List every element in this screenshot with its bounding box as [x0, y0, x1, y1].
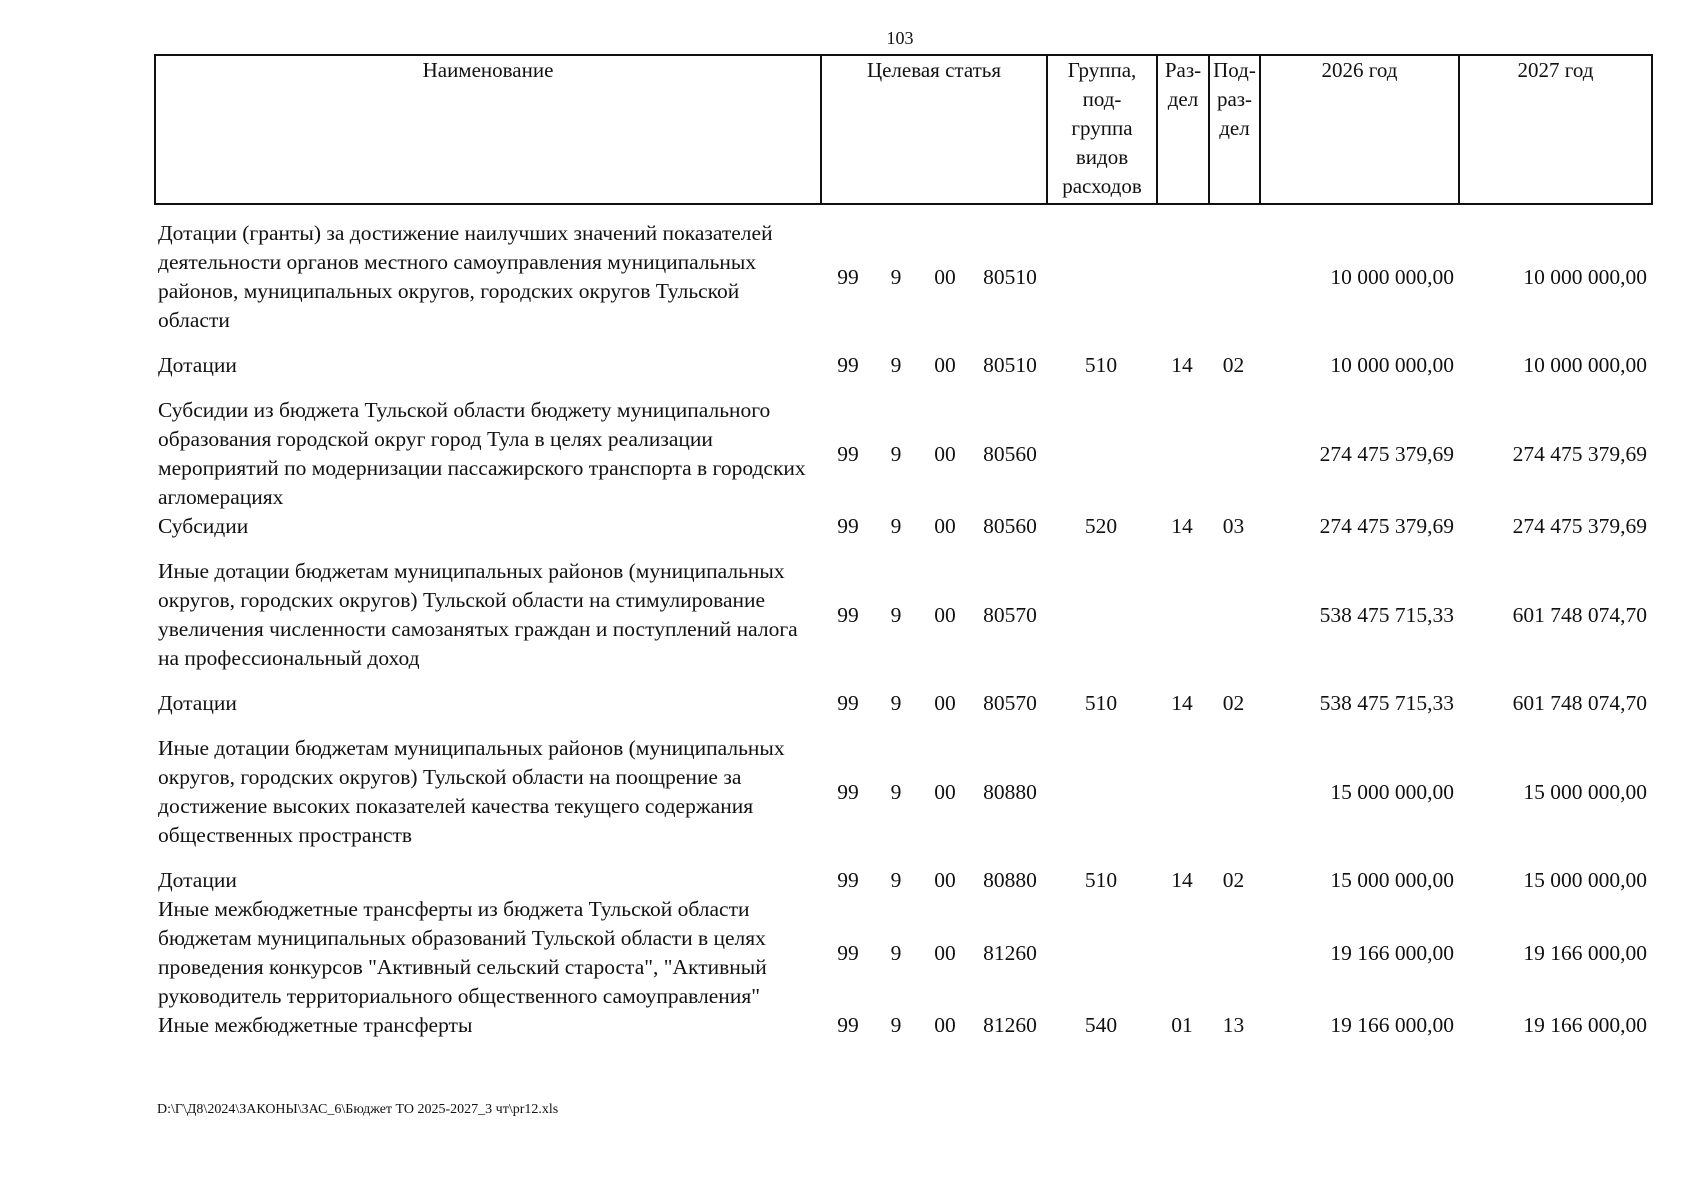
header-subsection: Под- раз- дел [1209, 55, 1260, 204]
subsection [1208, 895, 1259, 1011]
table-row [154, 689, 1651, 718]
target-code-item: 81260 [983, 1013, 1037, 1037]
row-spacer [154, 718, 1651, 734]
amount-2026: 15 000 000,00 [1330, 779, 1454, 804]
target-code-item: 80510 [983, 264, 1037, 289]
table-row [154, 866, 1651, 895]
amount-2027: 10 000 000,00 [1523, 353, 1647, 377]
amount-2026: 19 166 000,00 [1330, 940, 1454, 965]
table-row [154, 895, 1651, 1011]
target-code-program: 99 [837, 441, 859, 466]
row-name: Дотации (гранты) за достижение наилучших значений показателей деятельности органов местного самоуправления муниципальных районов, муниципальных округов, городских округов Тульской области [158, 221, 773, 332]
section [1156, 895, 1208, 1011]
target-code-item: 80880 [983, 868, 1037, 892]
target-code-item: 80880 [983, 779, 1037, 804]
budget-table [154, 219, 1651, 1040]
file-path-footer: D:\Г\Д8\2024\ЗАКОНЫ\ЗАС_6\Бюджет ТО 2025-2027_3 чт\pr12.xls [157, 1102, 559, 1117]
expense-group: 540 [1084, 1013, 1118, 1037]
target-code-direction: 00 [934, 602, 956, 627]
target-code-item: 80570 [983, 602, 1037, 627]
expense-group: 510 [1084, 691, 1118, 715]
amount-2026: 538 475 715,33 [1319, 691, 1454, 715]
amount-2027: 15 000 000,00 [1523, 868, 1647, 892]
header-group: Группа, под- группа видов расходов [1047, 55, 1157, 204]
target-code-program: 99 [837, 602, 859, 627]
amount-2027: 601 748 074,70 [1512, 602, 1647, 627]
expense-group: 510 [1084, 353, 1118, 377]
target-code-program: 99 [837, 940, 859, 965]
target-code-item: 81260 [983, 940, 1037, 965]
expense-group: 510 [1084, 868, 1118, 892]
subsection: 03 [1222, 514, 1245, 538]
page-number: 103 [886, 28, 914, 48]
expense-group [1046, 734, 1156, 850]
table-row [154, 396, 1651, 512]
section: 01 [1171, 1013, 1193, 1037]
row-name: Дотации [158, 691, 237, 715]
table-header [154, 54, 1653, 205]
target-code-direction: 00 [934, 940, 956, 965]
amount-2026: 274 475 379,69 [1319, 441, 1454, 466]
section [1156, 219, 1208, 335]
row-spacer-cell [154, 541, 1651, 557]
subsection: 02 [1222, 868, 1245, 892]
row-spacer-cell [154, 380, 1651, 396]
row-name: Субсидии [158, 514, 249, 538]
target-code-subprogram: 9 [890, 264, 902, 289]
target-code-program: 99 [837, 868, 859, 892]
amount-2027: 15 000 000,00 [1523, 779, 1647, 804]
target-code-direction: 00 [934, 353, 956, 377]
amount-2026: 15 000 000,00 [1330, 868, 1454, 892]
header-year-2026: 2026 год [1260, 55, 1459, 204]
subsection [1208, 396, 1259, 512]
target-code-subprogram: 9 [890, 1013, 902, 1037]
target-code-subprogram: 9 [890, 940, 902, 965]
amount-2027: 10 000 000,00 [1523, 264, 1647, 289]
target-code-program: 99 [837, 264, 859, 289]
section: 14 [1171, 868, 1193, 892]
table-row [154, 557, 1651, 673]
target-code-subprogram: 9 [890, 514, 902, 538]
row-name: Дотации [158, 868, 237, 892]
amount-2027: 19 166 000,00 [1523, 940, 1647, 965]
row-name: Иные дотации бюджетам муниципальных районов (муниципальных округов, городских округов) Тульской области на поощрение за достижение высоких показателей качества текущего содержания общественных пространств [158, 736, 785, 847]
row-spacer [154, 541, 1651, 557]
subsection: 02 [1222, 353, 1245, 377]
amount-2027: 274 475 379,69 [1512, 514, 1647, 538]
target-code-program: 99 [837, 353, 859, 377]
section [1156, 557, 1208, 673]
expense-group [1046, 557, 1156, 673]
target-code-direction: 00 [934, 264, 956, 289]
amount-2027: 274 475 379,69 [1512, 441, 1647, 466]
table-row [154, 1011, 1651, 1040]
header-section: Раз- дел [1157, 55, 1209, 204]
target-code-item: 80570 [983, 691, 1037, 715]
table-row [154, 512, 1651, 541]
target-code-program: 99 [837, 1013, 859, 1037]
target-code-subprogram: 9 [890, 691, 902, 715]
row-name: Иные дотации бюджетам муниципальных районов (муниципальных округов, городских округов) Тульской области на стимулирование увеличения численности самозанятых граждан и поступлений налога на профессиональный доход [158, 559, 798, 670]
amount-2027: 601 748 074,70 [1512, 691, 1647, 715]
target-code-program: 99 [837, 514, 859, 538]
amount-2026: 274 475 379,69 [1319, 514, 1454, 538]
amount-2027: 19 166 000,00 [1523, 1013, 1647, 1037]
target-code-subprogram: 9 [890, 602, 902, 627]
subsection: 02 [1222, 691, 1245, 715]
section: 14 [1171, 353, 1193, 377]
amount-2026: 19 166 000,00 [1330, 1013, 1454, 1037]
subsection: 13 [1222, 1013, 1245, 1037]
row-spacer-cell [154, 850, 1651, 866]
target-code-direction: 00 [934, 779, 956, 804]
target-code-direction: 00 [934, 1013, 956, 1037]
target-code-subprogram: 9 [890, 441, 902, 466]
target-code-item: 80510 [983, 353, 1037, 377]
target-code-item: 80560 [983, 514, 1037, 538]
section: 14 [1171, 514, 1193, 538]
section [1156, 396, 1208, 512]
row-spacer [154, 335, 1651, 351]
target-code-item: 80560 [983, 441, 1037, 466]
subsection [1208, 219, 1259, 335]
expense-group: 520 [1084, 514, 1118, 538]
row-name: Дотации [158, 353, 237, 377]
target-code-subprogram: 9 [890, 868, 902, 892]
expense-group [1046, 895, 1156, 1011]
target-code-direction: 00 [934, 691, 956, 715]
section [1156, 734, 1208, 850]
target-code-direction: 00 [934, 514, 956, 538]
amount-2026: 10 000 000,00 [1330, 353, 1454, 377]
row-name: Субсидии из бюджета Тульской области бюджету муниципального образования городской округ город Тула в целях реализации мероприятий по модернизации пассажирского транспорта в городских агломерациях [158, 398, 806, 509]
header-name: Наименование [155, 55, 821, 204]
row-spacer [154, 850, 1651, 866]
row-spacer-cell [154, 718, 1651, 734]
row-spacer [154, 380, 1651, 396]
amount-2026: 538 475 715,33 [1319, 602, 1454, 627]
header-year-2027: 2027 год [1459, 55, 1652, 204]
amount-2026: 10 000 000,00 [1330, 264, 1454, 289]
target-code-subprogram: 9 [890, 353, 902, 377]
subsection [1208, 734, 1259, 850]
row-spacer [154, 673, 1651, 689]
row-spacer-cell [154, 673, 1651, 689]
budget-sheet [154, 54, 1651, 1040]
header-target: Целевая статья [821, 55, 1047, 204]
subsection [1208, 557, 1259, 673]
row-name: Иные межбюджетные трансферты из бюджета Тульской области бюджетам муниципальных образований Тульской области в целях проведения конкурсов "Активный сельский староста", "Активный руководитель территориального общественного самоуправления" [158, 897, 767, 1008]
target-code-subprogram: 9 [890, 779, 902, 804]
target-code-direction: 00 [934, 868, 956, 892]
target-code-program: 99 [837, 691, 859, 715]
row-spacer-cell [154, 335, 1651, 351]
row-name: Иные межбюджетные трансферты [158, 1013, 473, 1037]
table-row [154, 219, 1651, 335]
table-row [154, 734, 1651, 850]
target-code-direction: 00 [934, 441, 956, 466]
section: 14 [1171, 691, 1193, 715]
target-code-program: 99 [837, 779, 859, 804]
table-row [154, 351, 1651, 380]
expense-group [1046, 219, 1156, 335]
expense-group [1046, 396, 1156, 512]
